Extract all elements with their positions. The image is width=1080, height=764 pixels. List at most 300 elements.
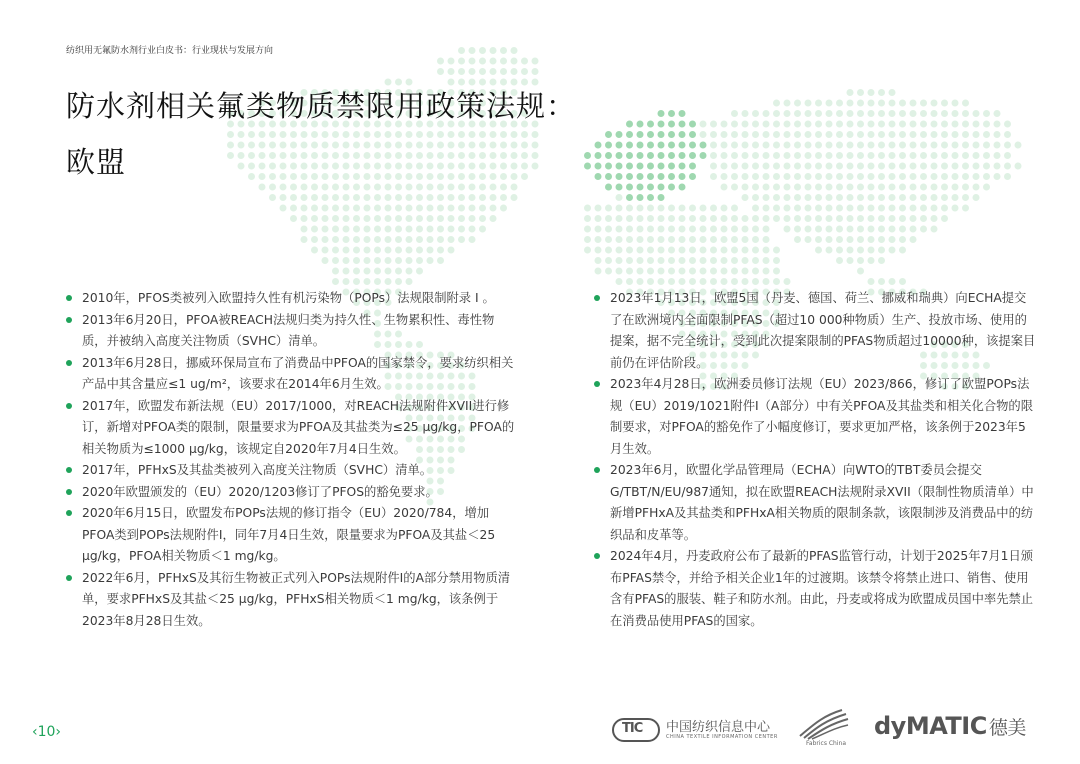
map-dot (332, 236, 339, 243)
map-dot (1004, 173, 1011, 180)
map-dot (773, 131, 780, 138)
map-dot (889, 226, 896, 233)
map-dot (374, 194, 381, 201)
header-text: 纺织用无氟防水剂行业白皮书：行业现状与发展方向 (66, 46, 274, 56)
map-dot (815, 131, 822, 138)
map-dot (868, 89, 875, 96)
map-dot (931, 142, 938, 149)
map-dot (689, 205, 696, 212)
map-dot (616, 142, 623, 149)
map-dot (721, 268, 728, 275)
map-dot (731, 152, 738, 159)
map-dot (931, 226, 938, 233)
map-dot (878, 215, 885, 222)
map-dot (364, 226, 371, 233)
map-dot (1004, 152, 1011, 159)
map-dot (280, 142, 287, 149)
map-dot (301, 163, 308, 170)
map-dot (427, 152, 434, 159)
map-dot (899, 152, 906, 159)
map-dot (952, 184, 959, 191)
map-dot (836, 152, 843, 159)
map-dot (280, 131, 287, 138)
map-dot (920, 110, 927, 117)
map-dot (269, 194, 276, 201)
map-dot (794, 100, 801, 107)
map-dot (385, 173, 392, 180)
map-dot (416, 163, 423, 170)
map-dot (689, 163, 696, 170)
map-dot (857, 152, 864, 159)
map-dot (689, 152, 696, 159)
map-dot (710, 215, 717, 222)
map-dot (322, 226, 329, 233)
map-dot (952, 194, 959, 201)
map-dot (605, 236, 612, 243)
map-dot (301, 152, 308, 159)
map-dot (311, 215, 318, 222)
map-dot (322, 205, 329, 212)
map-dot (826, 194, 833, 201)
map-dot (868, 194, 875, 201)
map-dot (815, 142, 822, 149)
map-dot (868, 184, 875, 191)
map-dot (805, 184, 812, 191)
map-dot (427, 173, 434, 180)
map-dot (395, 194, 402, 201)
map-dot (395, 236, 402, 243)
map-dot (416, 226, 423, 233)
map-dot (437, 58, 444, 65)
map-dot (931, 121, 938, 128)
map-dot (658, 205, 665, 212)
list-item: 2020年6月15日，欧盟发布POPs法规的修订指令（EU）2020/784，增加PFOA类到POPs法规附件I，同年7月4日生效，限量要求为PFOA及其盐＜25 μg/kg，PFOA相关物质＜1 mg/kg。 (66, 503, 516, 568)
map-dot (973, 152, 980, 159)
map-dot (710, 131, 717, 138)
map-dot (742, 247, 749, 254)
map-dot (878, 278, 885, 285)
map-dot (511, 152, 518, 159)
map-dot (826, 110, 833, 117)
map-dot (752, 142, 759, 149)
map-dot (332, 205, 339, 212)
map-dot (994, 173, 1001, 180)
map-dot (910, 194, 917, 201)
map-dot (479, 68, 486, 75)
map-dot (994, 142, 1001, 149)
map-dot (931, 205, 938, 212)
map-dot (385, 163, 392, 170)
map-dot (626, 184, 633, 191)
map-dot (301, 215, 308, 222)
list-item: 2010年，PFOS类被列入欧盟持久性有机污染物（POPs）法规限制附录 I 。 (66, 288, 516, 310)
map-dot (395, 268, 402, 275)
map-dot (437, 131, 444, 138)
map-dot (878, 142, 885, 149)
map-dot (994, 152, 1001, 159)
map-dot (878, 110, 885, 117)
map-dot (280, 173, 287, 180)
map-dot (889, 173, 896, 180)
map-dot (364, 236, 371, 243)
map-dot (479, 142, 486, 149)
map-dot (805, 152, 812, 159)
map-dot (458, 194, 465, 201)
map-dot (343, 173, 350, 180)
map-dot (332, 152, 339, 159)
map-dot (448, 215, 455, 222)
map-dot (805, 194, 812, 201)
map-dot (395, 278, 402, 285)
map-dot (899, 184, 906, 191)
map-dot (805, 121, 812, 128)
map-dot (1015, 142, 1022, 149)
map-dot (731, 121, 738, 128)
map-dot (595, 205, 602, 212)
map-dot (259, 142, 266, 149)
map-dot (868, 173, 875, 180)
map-dot (847, 247, 854, 254)
map-dot (889, 215, 896, 222)
map-dot (689, 142, 696, 149)
map-dot (941, 121, 948, 128)
map-dot (973, 142, 980, 149)
map-dot (416, 142, 423, 149)
map-dot (773, 121, 780, 128)
map-dot (815, 121, 822, 128)
map-dot (889, 163, 896, 170)
map-dot (784, 215, 791, 222)
map-dot (500, 152, 507, 159)
map-dot (290, 194, 297, 201)
map-dot (290, 152, 297, 159)
map-dot (448, 163, 455, 170)
map-dot (815, 163, 822, 170)
map-dot (752, 121, 759, 128)
map-dot (469, 215, 476, 222)
map-dot (878, 121, 885, 128)
map-dot (658, 173, 665, 180)
map-dot (374, 226, 381, 233)
map-dot (679, 257, 686, 264)
map-dot (878, 152, 885, 159)
map-dot (679, 215, 686, 222)
map-dot (269, 173, 276, 180)
map-dot (332, 215, 339, 222)
map-dot (941, 152, 948, 159)
map-dot (899, 278, 906, 285)
map-dot (889, 236, 896, 243)
map-dot (395, 173, 402, 180)
map-dot (689, 278, 696, 285)
map-dot (395, 215, 402, 222)
map-dot (700, 142, 707, 149)
map-dot (773, 215, 780, 222)
map-dot (784, 163, 791, 170)
map-dot (826, 163, 833, 170)
map-dot (322, 163, 329, 170)
map-dot (437, 236, 444, 243)
map-dot (658, 110, 665, 117)
map-dot (500, 68, 507, 75)
map-dot (332, 131, 339, 138)
map-dot (500, 142, 507, 149)
map-dot (511, 142, 518, 149)
map-dot (731, 173, 738, 180)
map-dot (406, 142, 413, 149)
map-dot (616, 247, 623, 254)
map-dot (868, 152, 875, 159)
map-dot (280, 163, 287, 170)
map-dot (878, 257, 885, 264)
map-dot (248, 163, 255, 170)
map-dot (931, 152, 938, 159)
map-dot (689, 247, 696, 254)
map-dot (742, 131, 749, 138)
map-dot (889, 152, 896, 159)
map-dot (416, 268, 423, 275)
map-dot (616, 152, 623, 159)
page-title-line1: 防水剂相关氟类物质禁限用政策法规： (66, 89, 577, 123)
map-dot (668, 121, 675, 128)
map-dot (479, 205, 486, 212)
map-dot (857, 173, 864, 180)
map-dot (479, 184, 486, 191)
map-dot (920, 163, 927, 170)
map-dot (878, 163, 885, 170)
map-dot (836, 131, 843, 138)
map-dot (931, 173, 938, 180)
map-dot (490, 184, 497, 191)
map-dot (259, 184, 266, 191)
map-dot (490, 173, 497, 180)
map-dot (731, 163, 738, 170)
map-dot (647, 215, 654, 222)
map-dot (343, 215, 350, 222)
map-dot (794, 226, 801, 233)
map-dot (448, 236, 455, 243)
map-dot (353, 226, 360, 233)
map-dot (836, 194, 843, 201)
map-dot (899, 121, 906, 128)
fabrics-china-text: Fabrics China (806, 740, 846, 747)
map-dot (763, 268, 770, 275)
map-dot (343, 236, 350, 243)
map-dot (605, 173, 612, 180)
map-dot (437, 194, 444, 201)
map-dot (626, 257, 633, 264)
map-dot (437, 184, 444, 191)
map-dot (521, 173, 528, 180)
map-dot (731, 268, 738, 275)
map-dot (836, 236, 843, 243)
map-dot (416, 205, 423, 212)
map-dot (248, 142, 255, 149)
map-dot (385, 152, 392, 159)
map-dot (689, 268, 696, 275)
ctic-logo (612, 716, 778, 746)
map-dot (385, 236, 392, 243)
map-dot (605, 247, 612, 254)
map-dot (448, 247, 455, 254)
list-item: 2023年1月13日，欧盟5国（丹麦、德国、荷兰、挪威和瑞典）向ECHA提交了在欧洲境内全面限制PFAS（超过10 000种物质）生产、投放市场、使用的提案，据不完全统计，受到此次提案限制的PFAS物质超过10000种，该提案目前仍在评估阶段。 (594, 288, 1036, 374)
map-dot (941, 205, 948, 212)
map-dot (836, 247, 843, 254)
map-dot (532, 131, 539, 138)
map-dot (280, 184, 287, 191)
map-dot (353, 215, 360, 222)
map-dot (290, 184, 297, 191)
map-dot (290, 163, 297, 170)
map-dot (826, 247, 833, 254)
map-dot (395, 142, 402, 149)
map-dot (742, 163, 749, 170)
map-dot (658, 142, 665, 149)
map-dot (416, 215, 423, 222)
dymatic-name-cn: 德美 (988, 717, 1026, 739)
map-dot (952, 152, 959, 159)
map-dot (374, 268, 381, 275)
map-dot (605, 184, 612, 191)
right-bullet-list (594, 288, 1036, 632)
map-dot (952, 131, 959, 138)
map-dot (374, 278, 381, 285)
map-dot (868, 142, 875, 149)
map-dot (1004, 163, 1011, 170)
map-dot (521, 163, 528, 170)
map-dot (374, 163, 381, 170)
map-dot (952, 142, 959, 149)
map-dot (658, 247, 665, 254)
map-dot (521, 58, 528, 65)
map-dot (826, 226, 833, 233)
map-dot (364, 215, 371, 222)
map-dot (784, 278, 791, 285)
map-dot (752, 163, 759, 170)
map-dot (595, 236, 602, 243)
map-dot (311, 163, 318, 170)
map-dot (815, 194, 822, 201)
map-dot (763, 131, 770, 138)
map-dot (605, 142, 612, 149)
map-dot (532, 68, 539, 75)
map-dot (710, 142, 717, 149)
map-dot (343, 268, 350, 275)
map-dot (920, 173, 927, 180)
map-dot (742, 194, 749, 201)
map-dot (784, 226, 791, 233)
map-dot (752, 247, 759, 254)
map-dot (427, 184, 434, 191)
map-dot (647, 131, 654, 138)
map-dot (668, 163, 675, 170)
map-dot (374, 236, 381, 243)
map-dot (427, 226, 434, 233)
map-dot (763, 236, 770, 243)
map-dot (784, 194, 791, 201)
map-dot (910, 184, 917, 191)
map-dot (721, 278, 728, 285)
map-dot (332, 184, 339, 191)
map-dot (689, 226, 696, 233)
map-dot (878, 131, 885, 138)
map-dot (983, 173, 990, 180)
map-dot (721, 121, 728, 128)
map-dot (658, 215, 665, 222)
map-dot (311, 184, 318, 191)
map-dot (679, 205, 686, 212)
map-dot (973, 173, 980, 180)
map-dot (616, 215, 623, 222)
map-dot (395, 184, 402, 191)
map-dot (952, 100, 959, 107)
map-dot (637, 257, 644, 264)
map-dot (374, 184, 381, 191)
map-dot (962, 110, 969, 117)
map-dot (868, 215, 875, 222)
map-dot (458, 173, 465, 180)
map-dot (374, 247, 381, 254)
map-dot (983, 121, 990, 128)
map-dot (983, 110, 990, 117)
map-dot (721, 226, 728, 233)
map-dot (343, 205, 350, 212)
map-dot (647, 257, 654, 264)
map-dot (931, 110, 938, 117)
map-dot (511, 194, 518, 201)
list-item: 2024年4月，丹麦政府公布了最新的PFAS监管行动，计划于2025年7月1日颁布PFAS禁令，并给予相关企业1年的过渡期。该禁令将禁止进口、销售、使用含有PFAS的服装、鞋子和防水剂。由此，丹麦或将成为欧盟成员国中率先禁止在消费品使用PFAS的国家。 (594, 546, 1036, 632)
list-item: 2022年6月，PFHxS及其衍生物被正式列入POPs法规附件I的A部分禁用物质清单，要求PFHxS及其盐＜25 μg/kg，PFHxS相关物质＜1 mg/kg，该条例于2023年8月28日生效。 (66, 568, 516, 633)
map-dot (763, 184, 770, 191)
map-dot (595, 215, 602, 222)
map-dot (406, 215, 413, 222)
map-dot (448, 58, 455, 65)
ctic-name-cn: 中国纺织信息中心 (666, 720, 771, 735)
map-dot (847, 89, 854, 96)
map-dot (868, 257, 875, 264)
map-dot (784, 121, 791, 128)
map-dot (994, 121, 1001, 128)
map-dot (301, 184, 308, 191)
map-dot (773, 257, 780, 264)
map-dot (290, 205, 297, 212)
map-dot (532, 163, 539, 170)
map-dot (311, 131, 318, 138)
map-dot (700, 131, 707, 138)
map-dot (637, 121, 644, 128)
map-dot (857, 89, 864, 96)
map-dot (910, 215, 917, 222)
map-dot (847, 205, 854, 212)
map-dot (311, 226, 318, 233)
map-dot (374, 215, 381, 222)
map-dot (626, 194, 633, 201)
map-dot (311, 142, 318, 149)
map-dot (700, 215, 707, 222)
map-dot (962, 131, 969, 138)
map-dot (322, 236, 329, 243)
map-dot (721, 215, 728, 222)
map-dot (479, 163, 486, 170)
map-dot (679, 121, 686, 128)
map-dot (437, 142, 444, 149)
map-dot (763, 152, 770, 159)
map-dot (626, 236, 633, 243)
map-dot (826, 131, 833, 138)
map-dot (826, 142, 833, 149)
map-dot (458, 205, 465, 212)
map-dot (311, 205, 318, 212)
